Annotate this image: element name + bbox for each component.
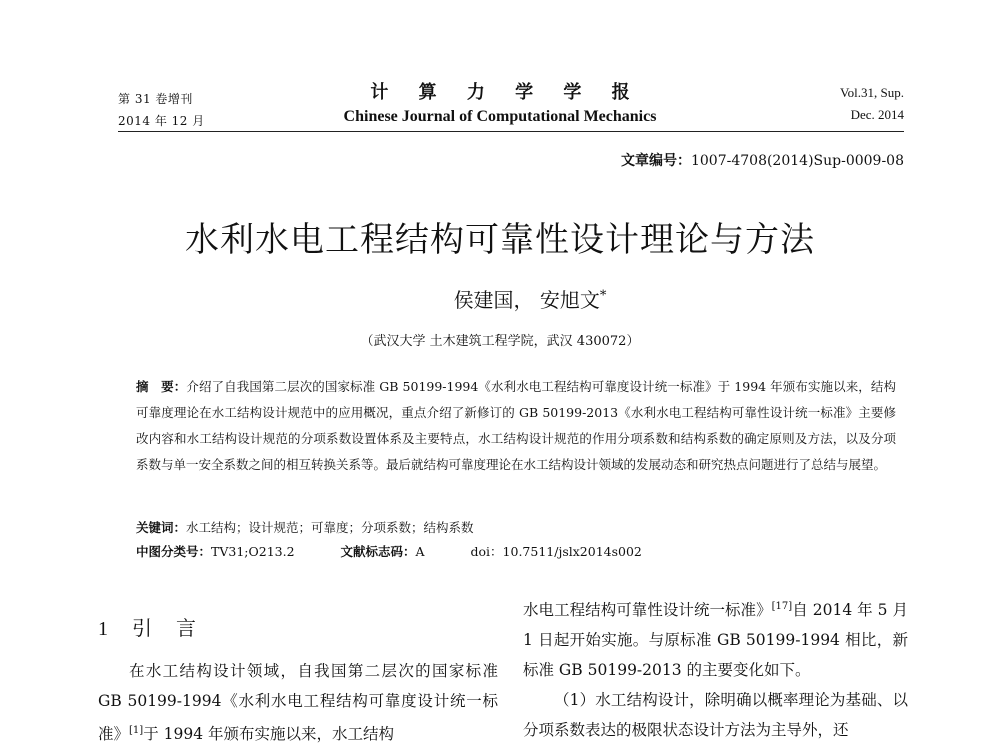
article-number-value: 1007-4708(2014)Sup-0009-08 (690, 153, 904, 169)
section-title-a: 引 (132, 616, 154, 640)
journal-title-en: Chinese Journal of Computational Mechanics (343, 108, 657, 125)
body-left-column (98, 656, 498, 749)
corresponding-mark: * (599, 288, 607, 304)
header-rule (118, 131, 904, 132)
section-heading (98, 612, 198, 641)
keywords-label: 关键词： (136, 520, 187, 535)
classification-line (136, 541, 642, 563)
article-number (621, 150, 904, 170)
keywords-text: 水工结构；设计规范；可靠度；分项系数；结构系数 (186, 520, 474, 535)
body-paragraph: （1）水工结构设计，除明确以概率理论为基础、以分项系数表达的极限状态设计方法为主导外，还 (523, 691, 908, 740)
citation: [1] (129, 725, 144, 736)
body-right-column (523, 592, 908, 745)
abstract-text: 介绍了自我国第二层次的国家标准 GB 50199-1994《水利水电工程结构可靠度设计统一标准》于 1994 年颁布实施以来，结构可靠度理论在水工结构设计规范中的应用概况，重点介绍了新修订的 GB 50199-2013《水利水电工程结构可靠性设计统一标准》主要修改内容和水工结构设计规范的分项系数设置体系及主要特点，水工结构设计规范的作用分项系数和结构系数的确定原则及方法，以及分项系数与单一安全系数之间的相互转换关系等。最后就结构可靠度理论在水工结构设计领域的发展动态和研究热点问题进行了总结与展望。 (136, 379, 896, 472)
clc-value: TV31;O213.2 (211, 544, 295, 559)
citation: [17] (771, 601, 793, 612)
volume-en: Vol.31, Sup. (839, 85, 904, 100)
body-left-text-rest: 于 1994 年颁布实施以来，水工结构 (143, 725, 394, 744)
volume-cn: 第 31 卷增刊 (118, 92, 193, 106)
body-paragraph (98, 656, 498, 749)
body-right-text: 水电工程结构可靠性设计统一标准》 (523, 601, 772, 620)
doi-value: 10.7511/jslx2014s002 (502, 544, 642, 559)
journal-title-cn: 计 算 力 学 学 报 (370, 82, 642, 103)
clc-label: 中图分类号： (136, 544, 212, 559)
abstract (136, 374, 896, 478)
author-names: 侯建国， 安旭文 (453, 288, 600, 312)
paper-title: 水利水电工程结构可靠性设计理论与方法 (185, 220, 815, 260)
abstract-label: 摘 要： (136, 379, 187, 394)
section-number: 1 (98, 618, 110, 640)
doi-label: doi： (470, 544, 503, 559)
doc-code-label: 文献标志码： (340, 544, 416, 559)
authors (0, 284, 1000, 313)
section-title-b: 言 (176, 616, 198, 640)
body-left-text: 在水工结构设计领域，自我国第二层次的国家标准 GB 50199-1994《水利水电工程结构可靠度设计统一标准》 (98, 662, 498, 744)
keywords (136, 517, 474, 539)
article-number-label: 文章编号： (620, 153, 691, 169)
header-volume-info-en (840, 82, 904, 126)
date-cn: 2014 年 12 月 (118, 114, 205, 128)
body-right-text-rest: 自 2014 年 5 月 1 日起开始实施。与原标准 GB 50199-1994 相比，新标准 GB 50199-2013 的主要变化如下。 (523, 601, 908, 680)
body-paragraph (523, 592, 908, 685)
doc-code-value: A (415, 544, 425, 559)
affiliation: （武汉大学 土木建筑工程学院，武汉 430072） (360, 334, 640, 349)
date-en: Dec. 2014 (850, 107, 904, 122)
